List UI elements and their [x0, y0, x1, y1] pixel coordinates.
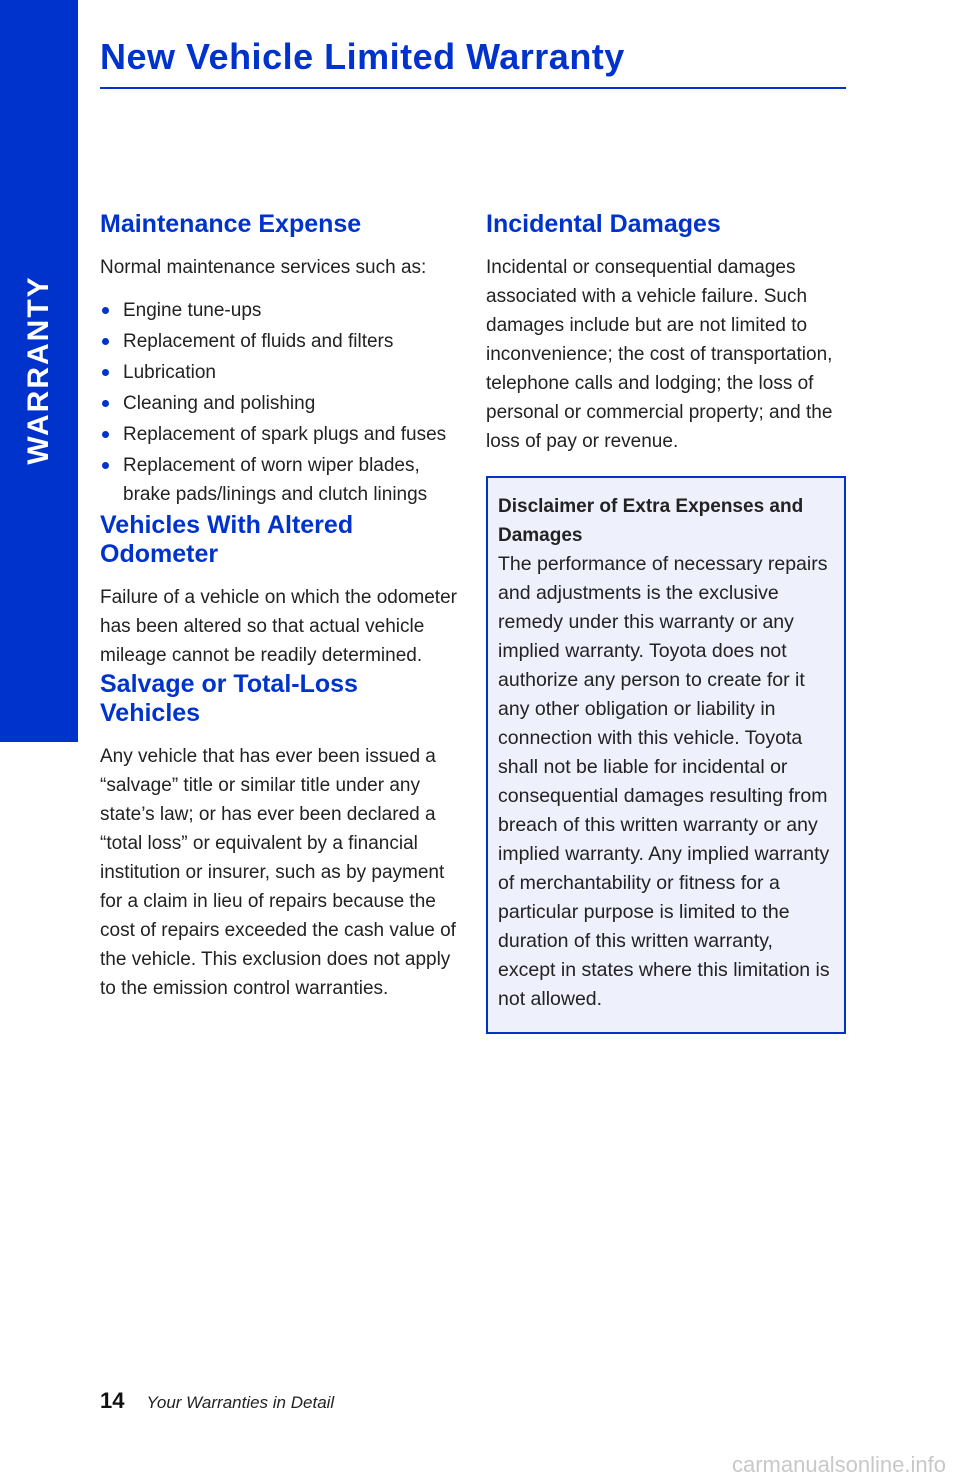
left-column	[100, 210, 460, 1003]
odometer-text: Failure of a vehicle on which the odometer has been altered so that actual vehicle mileage cannot be readily determined.	[100, 587, 457, 666]
title-divider	[100, 87, 846, 89]
incidental-text: Incidental or consequential damages associated with a vehicle failure. Such damages include but are not limited to inconvenience; the cost of transportation, telephone calls and lodging; the loss of personal or commercial property; and the loss of pay or revenue.	[486, 257, 833, 452]
odometer-heading: Vehicles With Altered Odometer	[100, 511, 354, 568]
list-item-label: Replacement of spark plugs and fuses	[123, 424, 447, 445]
bullet-icon	[102, 338, 109, 345]
list-item	[100, 451, 460, 509]
disclaimer-title: Disclaimer of Extra Expenses and Damages	[498, 496, 804, 546]
list-item-label: Replacement of fluids and filters	[123, 331, 394, 352]
disclaimer-box	[486, 476, 846, 1034]
list-item-label: Replacement of worn wiper blades, brake pads/linings and clutch linings	[123, 455, 428, 505]
list-item-label: Engine tune-ups	[123, 300, 262, 321]
maintenance-intro: Normal maintenance services such as:	[100, 257, 427, 278]
side-tab-label: WARRANTY	[22, 275, 55, 465]
list-item-label: Lubrication	[123, 362, 216, 383]
footer-label: Your Warranties in Detail	[146, 1393, 335, 1412]
list-item	[100, 296, 460, 325]
page-number: 14	[100, 1388, 125, 1413]
incidental-heading: Incidental Damages	[486, 210, 721, 238]
list-item	[100, 327, 460, 356]
list-item	[100, 420, 460, 449]
salvage-text: Any vehicle that has ever been issued a “salvage” title or similar title under any state’s law; or has ever been declared a “total loss” or equivalent by a financial institution or insurer, such as by payment for a claim in lieu of repairs because the cost of repairs exceeded the cash value of the vehicle. This exclusion does not apply to the emission control warranties.	[100, 746, 456, 999]
list-item	[100, 389, 460, 418]
bullet-icon	[102, 431, 109, 438]
bullet-icon	[102, 462, 109, 469]
page-title: New Vehicle Limited Warranty	[100, 36, 625, 77]
right-column	[486, 210, 846, 1034]
salvage-heading: Salvage or Total-Loss Vehicles	[100, 670, 358, 727]
bullet-icon	[102, 369, 109, 376]
page-footer	[100, 1388, 334, 1414]
list-item	[100, 358, 460, 387]
bullet-icon	[102, 400, 109, 407]
disclaimer-text: The performance of necessary repairs and adjustments is the exclusive remedy under this warranty or any implied warranty. Toyota does not authorize any person to create for it any other obligation or liability in connection with this vehicle. Toyota shall not be liable for incidental or consequential damages resulting from breach of this written warranty or any implied warranty. Any implied warranty of merchantability or fitness for a particular purpose is limited to the duration of this written warranty, except in states where this limitation is not allowed.	[498, 553, 830, 1010]
list-item-label: Cleaning and polishing	[123, 393, 316, 414]
maintenance-list	[100, 296, 460, 509]
bullet-icon	[102, 307, 109, 314]
side-tab	[0, 0, 78, 742]
watermark: carmanualsonline.info	[731, 1452, 946, 1477]
maintenance-heading: Maintenance Expense	[100, 210, 362, 238]
